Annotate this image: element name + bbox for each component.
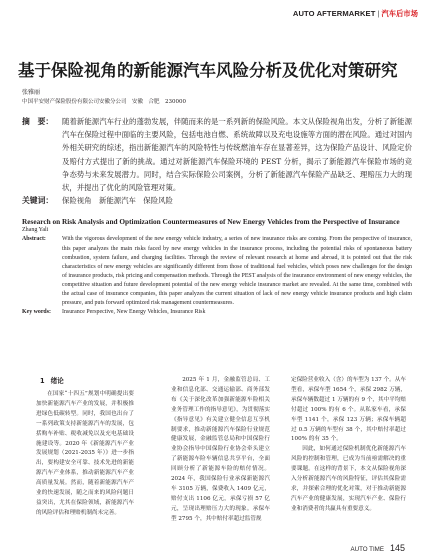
keywords-en-text: Insurance Perspective, New Energy Vehicles, Insurance Risk [62,309,206,316]
running-header [293,9,418,19]
author-affiliation: 中国平安财产保险股份有限公司安徽分公司 安徽 合肥 230000 [22,99,186,105]
front-matter [22,115,412,317]
keywords-en-label: Key words: [22,309,51,316]
running-header-zh: 汽车后市场 [381,9,418,18]
author-name-en: Zhang Yali [22,227,49,234]
body-paragraph: 2025 年 1 月，金融监管总局、工业和信息化部、交通运输部、商务部发布《关于深化改革加强新能源车险相关业务管理工作的指导意见》，为贯彻落实《指导意见》有关建立健全信息互享机制要求，推动新能源汽车保险行业规范健康发展，金融监管总局和中国保险行业协会指导中国保险行业协会牵头建立了新能源车险车辆信息共享平台，全面回顾分析了新能源车险的赔付情况。2024 年，我国保险行业承保新能源汽车 3105 万辆，保费收入 1409 亿元，赔付支出 1106 亿元，承保亏损 57 亿元，呈现出理赔压力大的现象。承保车型 2795 个，其中赔付率超过监管规 [171,377,270,522]
keywords-en [22,308,412,317]
page-footer [351,541,406,555]
keywords-zh-label: 关键词： [22,196,54,206]
body-column-2 [171,376,270,525]
abstract-en [22,235,412,308]
running-header-separator: | [377,9,380,18]
abstract-zh-label: 摘 要： [22,117,54,126]
section-number: 1 [40,377,45,385]
section-heading [40,376,134,387]
abstract-en-text: With the vigorous development of the new energy vehicle industry, a series of new insurance risks are coming. From the perspective of insurance, this paper analyzes the main risks faced by new energy vehicles in the insurance process, including the potential risks of spontaneous battery combustion, system failure, and charging facilities. Through the review of relevant research at home and abroad, it is pointed out that the risk characteristics of new energy vehicles are significantly different from those of traditional fuel vehicles, which poses new challenges for the design of insurance products, risk pricing and compensation methods. Through the PEST analysis of the insurance environment of new energy vehicles, the competitive situation and future development potential of the new energy vehicle insurance market are revealed. At the same time, combined with the actual case of insurance companies, this paper analyzes the current situation of lack of new energy vehicle insurance products and high claim pressure, and puts forward optimized risk management countermeasures. [62,236,412,307]
abstract-zh-text: 随着新能源汽车行业的蓬勃发展，伴随而来的是一系列新的保险风险。本文从保险视角出发，分析了新能源汽车在保险过程中面临的主要风险，包括电池自燃、系统故障以及充电设施等方面的潜在风险。通过对国内外相关研究的综述，指出新能源汽车的风险特性与传统燃油车存在显著差异，这为保险产品设计、风险定价及赔付方式提出了新的挑战。通过对新能源汽车保险环境的 PEST 分析，揭示了新能源汽车保险市场的竞争态势与未来发展潜力。同时，结合实际保险公司案例，分析了新能源汽车保险产品缺乏、理赔压力大的现状，并提出了优化的风险管理对策。 [62,117,412,193]
paper-title-en: Research on Risk Analysis and Optimization Countermeasures of New Energy Vehicles from the Perspective of Insurance [22,217,400,227]
body-paragraph: 因此，如何通过保险机制优化新能源汽车风险的控制和管理，已成为当前亟需解决的重要课题。在这样的背景下，本文从保险视角深入分析新能源汽车的风险特征，评估其保险需求，并探索合理的优化对策，对于推动新能源汽车产业的健康发展，实现汽车产业、保险行业和消费者的共赢具有重要意义。 [291,446,406,512]
author-name-zh: 张雅丽 [22,89,41,96]
running-header-en: AUTO AFTERMARKET [292,9,376,18]
paper-title-zh: 基于保险视角的新能源汽车风险分析及优化对策研究 [18,61,398,80]
body-paragraph: 在国家“十四五”规划中明确提出要加快新能源汽车产业的发展，并积极推进绿色低碳转型。同时，我国也出台了一系列政策支持新能源汽车的发展，包括购车补贴、税收减免以及充电基础设施建设等。2020 年《新能源汽车产业发展规划（2021-2035 年）》进一步指出，要构建安全可靠、技术先进的新能源汽车产业体系，推动新能源汽车产业高质量发展。然而，随着新能源汽车产业的快速发展，随之而来的风险问题日益突出，尤其在保险领域，新能源汽车的风险评估和理赔机制尚未完善。 [36,391,134,516]
abstract-zh [22,115,412,194]
body-column-1 [36,376,134,519]
abstract-en-label: Abstract: [22,236,46,243]
keywords-zh [22,194,412,207]
journal-name: AUTO TIME [350,546,384,553]
body-column-3 [291,376,406,515]
body-paragraph: 定保险营业收入（含）的车型为 137 个。从车型看，承保车型 1654 个，承保 2982 万辆，承保车辆数超过 1 万辆的有 9 个，其中平均赔付超过 100% 的有 6 个。从私家车看，承保车型 1141 个，承保 123 万辆；承保车辆超过 0.5 万辆的车型有 38 个，其中赔付率超过 100% 的有 35 个。 [291,377,406,443]
page-number: 145 [389,543,405,553]
keywords-zh-text: 保险视角 新能源汽车 保险风险 [62,196,173,206]
section-title: 绪论 [50,377,64,385]
